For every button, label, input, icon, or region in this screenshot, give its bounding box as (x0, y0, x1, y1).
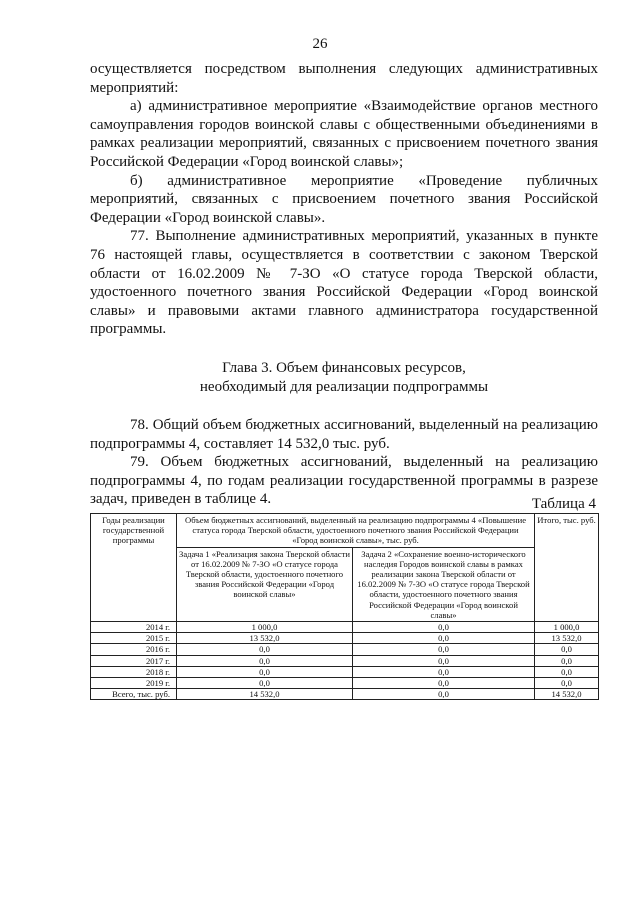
cell-year: 2019 г. (91, 678, 177, 689)
cell-total: 0,0 (535, 655, 599, 666)
cell-total: 0,0 (535, 678, 599, 689)
cell-task1: 0,0 (177, 644, 353, 655)
table-row (91, 655, 599, 666)
page-number: 26 (312, 36, 328, 52)
cell-total: 14 532,0 (535, 689, 599, 700)
table-row (91, 622, 599, 633)
document-body (90, 60, 598, 509)
cell-task1: 14 532,0 (177, 689, 353, 700)
cell-task1: 1 000,0 (177, 622, 353, 633)
cell-task2: 0,0 (353, 689, 535, 700)
cell-task2: 0,0 (353, 633, 535, 644)
table-row (91, 644, 599, 655)
table-row (91, 633, 599, 644)
cell-task2: 0,0 (353, 666, 535, 677)
paragraph: 77. Выполнение административных мероприятий, указанных в пункте 76 настоящей главы, осуществляется в соответствии с законом Тверской области от 16.02.2009 № 7-ЗО «О статусе города Тверской области, удостоенного почетного звания Российской Федерации «Город воинской славы» и правовыми актами главного администратора государственной программы. (90, 228, 598, 338)
paragraph: 78. Общий объем бюджетных ассигнований, выделенный на реализацию подпрограммы 4, составляет 14 532,0 тыс. руб. (90, 417, 598, 452)
table-row (91, 666, 599, 677)
cell-total: 0,0 (535, 666, 599, 677)
header-task1: Задача 1 «Реализация закона Тверской области от 16.02.2009 № 7-ЗО «О статусе города Тверской области, удостоенного почетного звания Российской Федерации «Город воинской славы» (177, 547, 353, 621)
header-task2: Задача 2 «Сохранение военно-исторического наследия Городов воинской славы в рамках реализации закона Тверской области от 16.02.2009 № 7-ЗО «О статусе города Тверской области, удостоенного почетного звания Российской Федерации «Город воинской славы» (353, 547, 535, 621)
paragraph: а) административное мероприятие «Взаимодействие органов местного самоуправления городов воинской славы с общественными объединениями в рамках реализации мероприятий, связанных с присвоением почетного звания Российской Федерации «Город воинской славы»; (90, 98, 598, 170)
cell-task2: 0,0 (353, 644, 535, 655)
chapter-heading-line: Глава 3. Объем финансовых ресурсов, (222, 359, 466, 376)
table-header-row (91, 514, 599, 548)
cell-year: Всего, тыс. руб. (91, 689, 177, 700)
header-total: Итого, тыс. руб. (535, 514, 599, 622)
cell-task1: 0,0 (177, 666, 353, 677)
cell-year: 2016 г. (91, 644, 177, 655)
cell-task2: 0,0 (353, 655, 535, 666)
chapter-heading-line: необходимый для реализации подпрограммы (199, 378, 489, 395)
cell-year: 2014 г. (91, 622, 177, 633)
cell-total: 1 000,0 (535, 622, 599, 633)
table-total-row (91, 689, 599, 700)
table-row (91, 678, 599, 689)
header-volume: Объем бюджетных ассигнований, выделенный на реализацию подпрограммы 4 «Повышение статуса города Тверской области, удостоенного почетного звания Российской Федерации «Город воинской славы», тыс. руб. (177, 514, 535, 548)
funding-table (90, 513, 599, 700)
table-label: Таблица 4 (531, 496, 596, 512)
paragraph: б) административное мероприятие «Проведение публичных мероприятий, связанных с присвоением почетного звания Российской Федерации «Город воинской славы». (90, 172, 598, 226)
cell-total: 13 532,0 (535, 633, 599, 644)
paragraph: 79. Объем бюджетных ассигнований, выделенный на реализацию подпрограммы 4, по годам реализации государственной программы в разрезе задач, приведен в таблице 4. (90, 454, 598, 508)
cell-task1: 0,0 (177, 655, 353, 666)
cell-year: 2015 г. (91, 633, 177, 644)
cell-task2: 0,0 (353, 622, 535, 633)
cell-year: 2017 г. (91, 655, 177, 666)
cell-year: 2018 г. (91, 666, 177, 677)
chapter-heading (90, 359, 598, 396)
cell-task2: 0,0 (353, 678, 535, 689)
cell-task1: 0,0 (177, 678, 353, 689)
paragraph: осуществляется посредством выполнения следующих административных мероприятий: (90, 61, 598, 96)
cell-total: 0,0 (535, 644, 599, 655)
cell-task1: 13 532,0 (177, 633, 353, 644)
header-years: Годы реализации государственной программы (91, 514, 177, 622)
